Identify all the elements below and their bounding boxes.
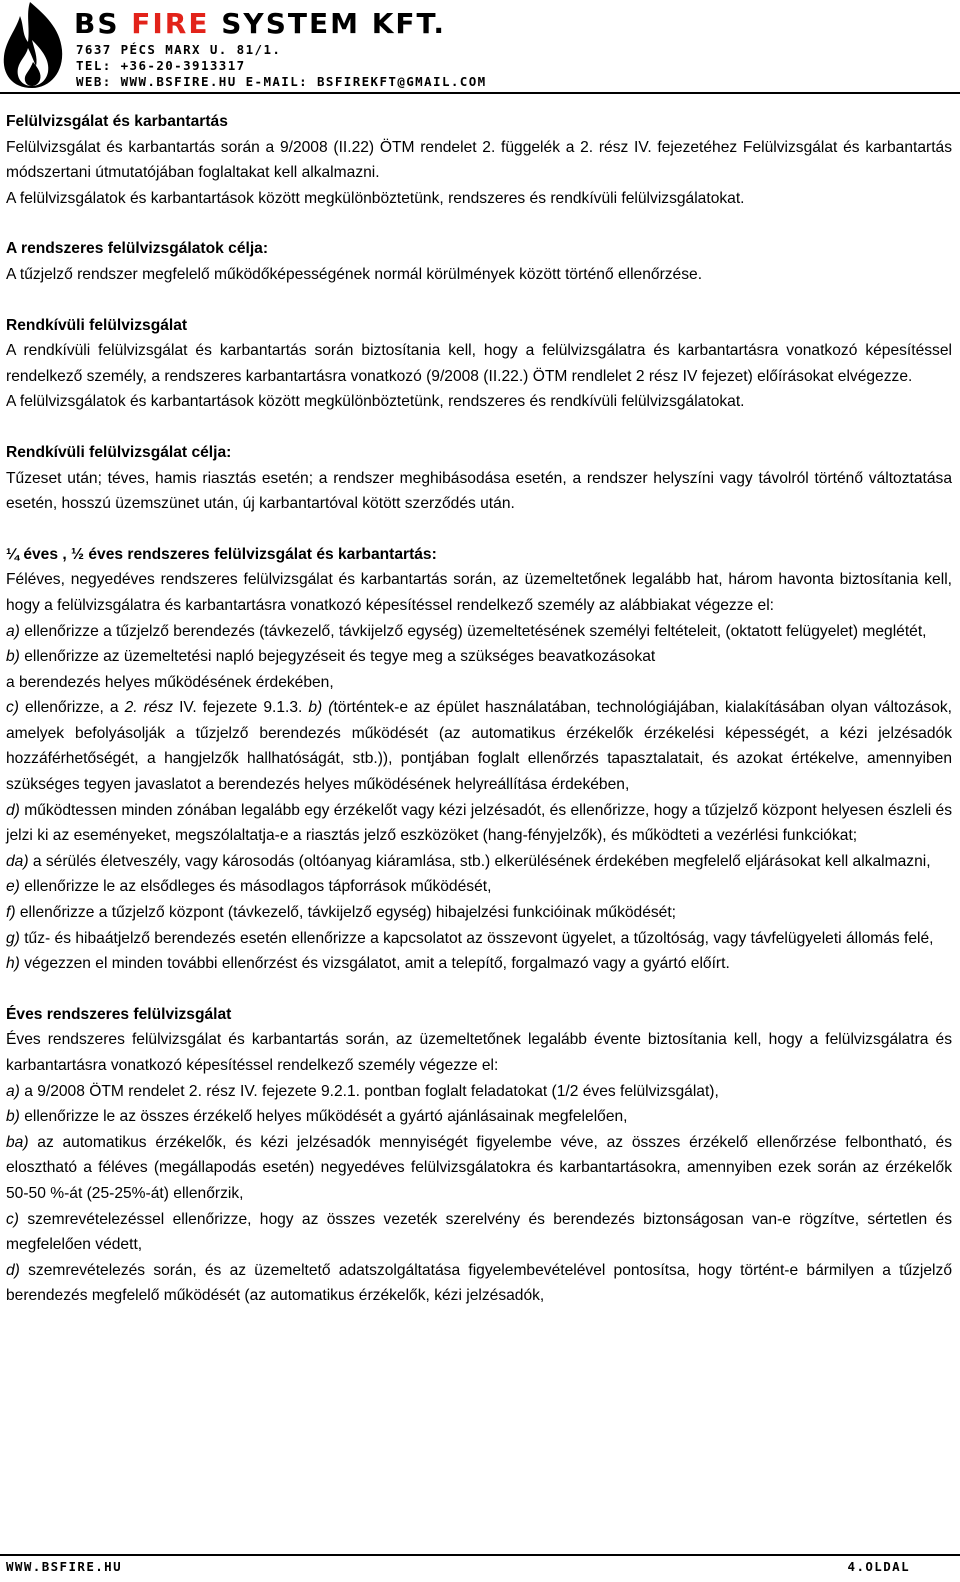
paragraph: Felülvizsgálat és karbantartás során a 9/2008 (II.22) ÖTM rendelet 2. függelék a 2. rész IV. fejezetéhez Felülvizsgálat és karbantartás módszertani útmutatójában foglaltakat kell alkalmazni.: [6, 138, 952, 182]
letterhead: [0, 0, 960, 92]
list-item-continuation: a berendezés helyes működésének érdekében,: [6, 673, 334, 691]
section-heading: A rendszeres felülvizsgálatok célja:: [6, 240, 269, 258]
paragraph: Éves rendszeres felülvizsgálat és karbantartás során, az üzemeltetőnek legalább évente biztosítania kell, hogy a felülvizsgálatra és karbantartásra vonatkozó képesítéssel rendelkező személy végezze el:: [6, 1031, 952, 1074]
list-item: b) ellenőrizze le az összes érzékelő helyes működését a gyártó ajánlásainak megfelelően,: [6, 1108, 628, 1126]
company-phone: TEL: +36-20-3913317: [76, 58, 246, 73]
list-item: d) szemrevételezés során, és az üzemeltető adatszolgáltatása figyelembevételével pontosítsa, hogy történt-e bármilyen a tűzjelző berendezés megfelelő működését (az automatikus érzékelők, kézi jelzésadók,: [6, 1261, 952, 1305]
company-name: BS FIRE SYSTEM KFT.: [74, 7, 447, 40]
list-item: f) ellenőrizze a tűzjelző központ (távkezelő, távkijelző egység) hibajelzési funkcióinak működését;: [6, 904, 677, 922]
list-item: c) szemrevételezéssel ellenőrizze, hogy az összes vezeték szerelvény és berendezés biztonságosan van-e rögzítve, sértetlen és megfelelően védett,: [6, 1210, 952, 1254]
list-item: a) ellenőrizze a tűzjelző berendezés (távkezelő, távkijelző egység) üzemeltetésének személyi feltételeit, (oktatott felügyelet) meglétét,: [6, 622, 927, 640]
paragraph: Féléves, negyedéves rendszeres felülvizsgálat és karbantartás során, az üzemeltetőnek legalább hat, három havonta biztosítania kell, hogy a felülvizsgálatra és karbantartásra vonatkozó képesítéssel rendelkező személy az alábbiakat végezze el:: [6, 571, 952, 614]
section-heading: Rendkívüli felülvizsgálat célja:: [6, 443, 232, 461]
company-web-email: WEB: WWW.BSFIRE.HU E-MAIL: BSFIREKFT@GMAIL.COM: [76, 74, 487, 89]
list-item: c) ellenőrizze, a 2. rész IV. fejezete 9.1.3. b) (történtek-e az épület használatában, technológiájában, kialakításában olyan változások, amelyek befolyásolják a tűzjelző berendezés működését (az automatikus érzékelők érzékelési képességét, a kézi jelzésadók hozzáférhetőségét, a hangjelzők hallhatóságát, stb.)), pontjában foglalt ellenőrzés tapasztalatait, és azokat értékelve, amennyiben szükséges tegyen javaslatot a berendezés helyes működésének helyreállítása érdekében,: [6, 699, 953, 794]
paragraph: A rendkívüli felülvizsgálat és karbantartás során biztosítania kell, hogy a felülvizsgálatra és karbantartásra vonatkozó képesítéssel rendelkező személy, a rendszeres karbantartásra vonatkozó (9/2008 (II.22.) ÖTM rendlelet 2 rész IV fejezet) előírásokat elvégezze.: [6, 342, 952, 385]
page-number: 4.OLDAL: [847, 1559, 910, 1574]
header-divider: [0, 92, 960, 94]
list-item: b) ellenőrizze az üzemeltetési napló bejegyzéseit és tegye meg a szükséges beavatkozásokat: [6, 648, 656, 666]
section-heading: Felülvizsgálat és karbantartás: [6, 113, 228, 130]
list-item: da) a sérülés életveszély, vagy károsodás (oltóanyag kiáramlása, stb.) elkerülésének érdekében megfelelő eljárásokat kell alkalmazni,: [6, 852, 931, 870]
section-heading: Éves rendszeres felülvizsgálat: [6, 1005, 232, 1023]
footer-divider: [0, 1554, 960, 1556]
section-heading: ¼ éves , ½ éves rendszeres felülvizsgálat és karbantartás:: [6, 545, 437, 563]
paragraph: Tűzeset után; téves, hamis riasztás esetén; a rendszer meghibásodása esetén, a rendszer helyszíni vagy távolról történő változtatása esetén, hosszú üzemszünet után, új karbantartóval kötött szerződés után.: [6, 469, 952, 513]
list-item: d) működtessen minden zónában legalább egy érzékelőt vagy kézi jelzésadót, és ellenőrizze, hogy a tűzjelző központ helyesen észleli és jelzi ki az eseményeket, megszólaltatja-e a riasztás jelző eszközöket (hang-fényjelzők), és működteti a vezérlési funkciókat;: [6, 801, 952, 845]
paragraph: A felülvizsgálatok és karbantartások között megkülönböztetünk, rendszeres és rendkívüli felülvizsgálatokat.: [6, 393, 745, 411]
section-heading: Rendkívüli felülvizsgálat: [6, 316, 188, 334]
paragraph: A felülvizsgálatok és karbantartások között megkülönböztetünk, rendszeres és rendkívüli felülvizsgálatokat.: [6, 189, 745, 207]
flame-icon: [0, 0, 66, 90]
list-item: ba) az automatikus érzékelők, és kézi jelzésadók mennyiségét figyelembe véve, az összes érzékelő ellenőrzése felbontható, és elosztható a féléves (megállapodás esetén) negyedéves felülvizsgálatokra és karbantartásokra, amennyiben ezek során az érzékelők 50-50 %-át (25-25%-át) ellenőrzik,: [6, 1133, 952, 1202]
list-item: g) tűz- és hibaátjelző berendezés esetén ellenőrizze a kapcsolatot az összevont ügyelet, a tűzoltóság, vagy távfelügyeleti állomás felé,: [6, 929, 934, 947]
document-body: [6, 109, 952, 1309]
paragraph: A tűzjelző rendszer megfelelő működőképességének normál körülmények között történő ellenőrzése.: [6, 265, 703, 283]
list-item: e) ellenőrizze le az elsődleges és másodlagos tápforrások működését,: [6, 878, 492, 896]
company-address: 7637 PÉCS MARX U. 81/1.: [76, 42, 282, 57]
footer-website: WWW.BSFIRE.HU: [6, 1559, 123, 1574]
list-item: h) végezzen el minden további ellenőrzést és vizsgálatot, amit a telepítő, forgalmazó vagy a gyártó előírt.: [6, 955, 730, 973]
list-item: a) a 9/2008 ÖTM rendelet 2. rész IV. fejezete 9.2.1. pontban foglalt feladatokat (1/2 éves felülvizsgálat),: [6, 1082, 719, 1100]
